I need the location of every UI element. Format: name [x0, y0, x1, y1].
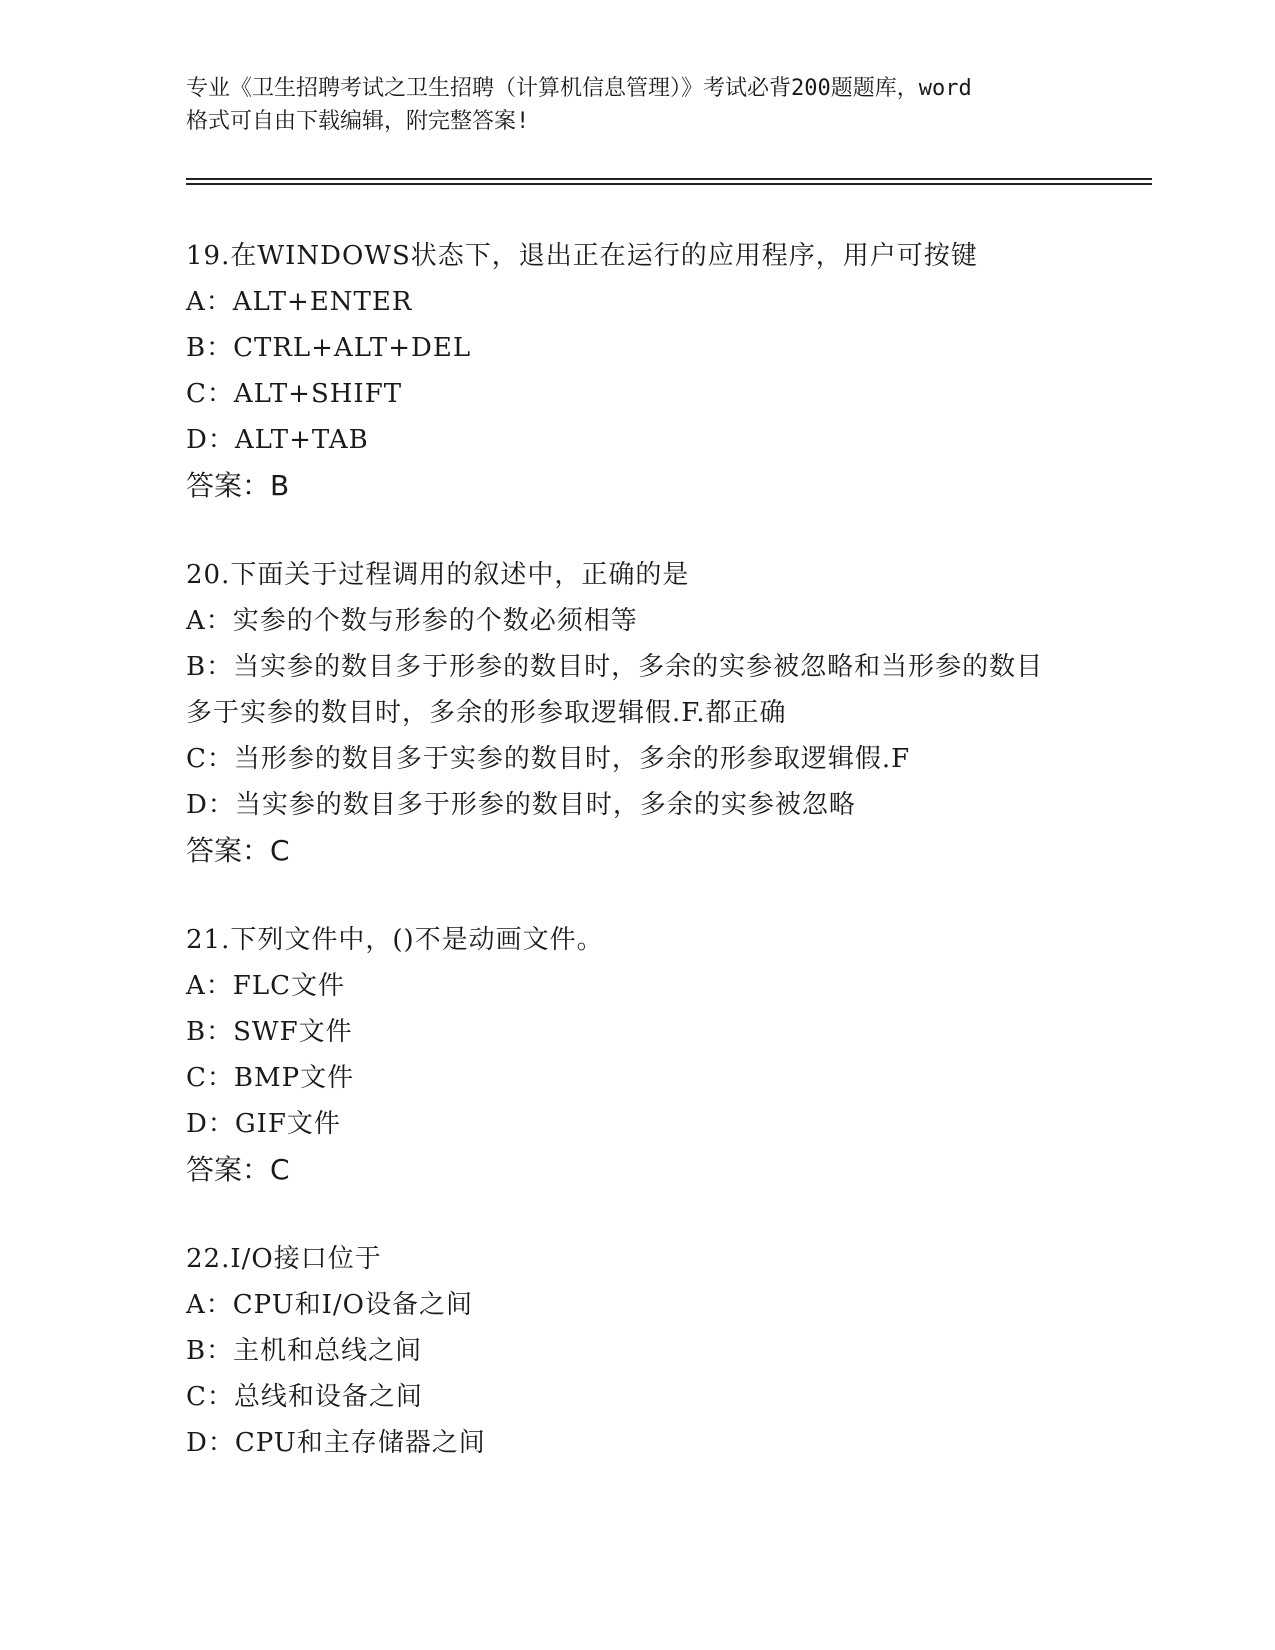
header-line-1: 专业《卫生招聘考试之卫生招聘（计算机信息管理）》考试必背200题题库，word — [186, 76, 972, 101]
question-stem: 22.I/O接口位于 — [186, 1244, 382, 1274]
question-22 — [186, 1236, 1086, 1466]
option-b: B：SWF文件 — [186, 1017, 353, 1047]
option-c: C：BMP文件 — [186, 1063, 355, 1093]
header-line-2: 格式可自由下载编辑，附完整答案! — [186, 109, 530, 134]
document-header — [186, 72, 1086, 138]
option-b: B：CTRL+ALT+DEL — [186, 333, 472, 363]
option-a: A：实参的个数与形参的个数必须相等 — [186, 606, 638, 636]
option-d: D：CPU和主存储器之间 — [186, 1428, 486, 1458]
option-c: C：当形参的数目多于实参的数目时，多余的形参取逻辑假.F — [186, 744, 911, 774]
question-stem: 21.下列文件中，()不是动画文件。 — [186, 925, 604, 955]
answer: 答案：B — [186, 469, 290, 502]
option-c: C：总线和设备之间 — [186, 1382, 423, 1412]
question-20 — [186, 552, 1086, 874]
option-d: D：ALT+TAB — [186, 425, 369, 455]
option-d: D：当实参的数目多于形参的数目时，多余的实参被忽略 — [186, 790, 856, 820]
option-a: A：ALT+ENTER — [186, 287, 413, 317]
answer: 答案：C — [186, 834, 290, 867]
option-c: C：ALT+SHIFT — [186, 379, 403, 409]
header-divider-top — [186, 178, 1152, 180]
option-b: B：当实参的数目多于形参的数目时，多余的实参被忽略和当形参的数目多于实参的数目时，多余的形参取逻辑假.F.都正确 — [186, 652, 1044, 728]
question-stem: 19.在WINDOWS状态下，退出正在运行的应用程序，用户可按键 — [186, 241, 978, 271]
header-divider-bottom — [186, 183, 1152, 185]
option-b: B：主机和总线之间 — [186, 1336, 423, 1366]
question-19 — [186, 233, 1086, 509]
option-a: A：FLC文件 — [186, 971, 345, 1001]
question-21 — [186, 917, 1086, 1193]
option-a: A：CPU和I/O设备之间 — [186, 1290, 473, 1320]
option-d: D：GIF文件 — [186, 1109, 341, 1139]
answer: 答案：C — [186, 1153, 290, 1186]
question-stem: 20.下面关于过程调用的叙述中，正确的是 — [186, 560, 690, 590]
